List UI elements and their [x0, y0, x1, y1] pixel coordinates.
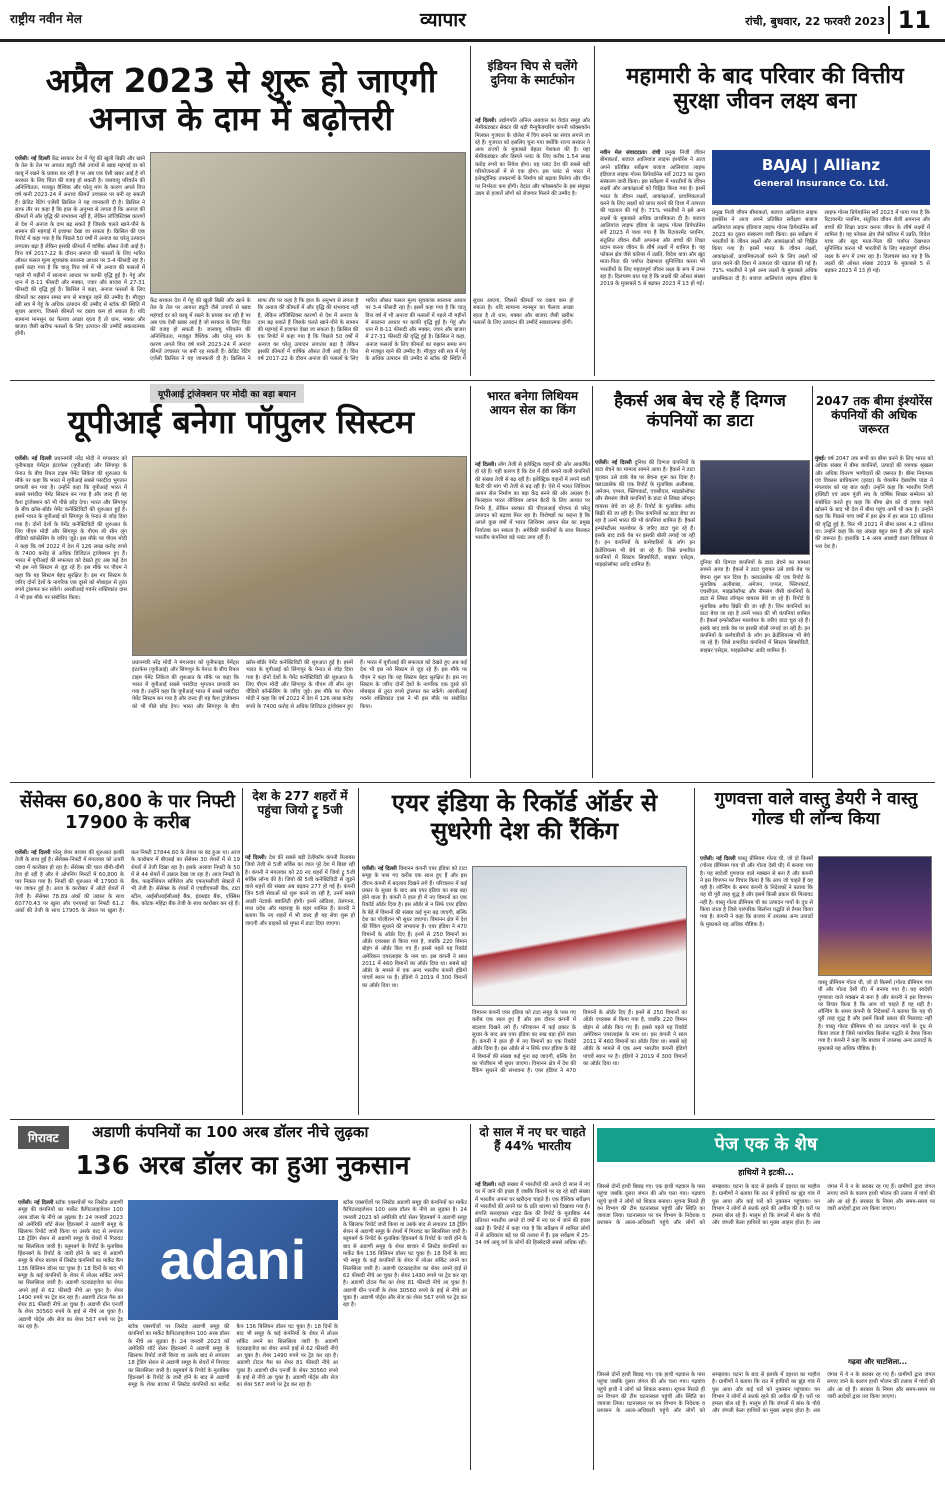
upi-photo: [132, 456, 467, 656]
airindia-body-1: एजेंसी। नई दिल्ली विमानन कंपनी एयर इंडिया को टाटा समूह के पास गए करीब एक साल हुए हैं और इस दौरान कंपनी में बदलाव दिखने लगे हैं। परिचालन में कई प्रकार के सुधार के बाद अब एयर इंडिया का रुख बड़ा होने वाला है। कंपनी ने हाल ही में नए विमानों का एक रिकॉर्ड ऑर्डर दिया है। इस ऑर्डर से न सिर्फ एयर इंडिया के बेड़े में विमानों की संख्या कई गुना बढ़ जाएगी, बल्कि देश का पोजीशन भी सुधर जाएगा। विमानन क्षेत्र में देश की रैंकिंग सुधरने की संभावना है। एयर इंडिया ने 470 विमानों के ऑर्डर दिए हैं। इनमें से 250 विमानों का ऑर्डर एयरबस से किया गया है, जबकि 220 विमान बोइंग से ऑर्डर किए गए हैं। इससे पहले यह रिकॉर्ड अमेरिकन एयरलाइंस के नाम था। इस कंपनी ने साल 2011 में 460 विमानों का ऑर्डर दिया था। सबसे बड़े ऑर्डर के मामले में एक अन्य भारतीय कंपनी इंडिगो पांचवें स्थान पर है। इंडिगो ने 2019 में 300 विमानों का ऑर्डर दिया था।: [362, 866, 467, 989]
issue-date: रांची, बुधवार, 22 फरवरी 2023: [745, 15, 885, 28]
airindia-body-2: विमानन कंपनी एयर इंडिया को टाटा समूह के पास गए करीब एक साल हुए हैं और इस दौरान कंपनी में बदलाव दिखने लगे हैं। परिचालन में कई प्रकार के सुधार के बाद अब एयर इंडिया का रुख बड़ा होने वाला है। कंपनी ने हाल ही में नए विमानों का एक रिकॉर्ड ऑर्डर दिया है। इस ऑर्डर से न सिर्फ एयर इंडिया के बेड़े में विमानों की संख्या कई गुना बढ़ जाएगी, बल्कि देश का पोजीशन भी सुधर जाएगा। विमानन क्षेत्र में देश की रैंकिंग सुधरने की संभावना है। एयर इंडिया ने 470 विमानों के ऑर्डर दिए हैं। इनमें से 250 विमानों का ऑर्डर एयरबस से किया गया है, जबकि 220 विमान बोइंग से ऑर्डर किए गए हैं। इससे पहले यह रिकॉर्ड अमेरिकन एयरलाइंस के नाम था। इस कंपनी ने साल 2011 में 460 विमानों का ऑर्डर दिया था। सबसे बड़े ऑर्डर के मामले में एक अन्य भारतीय कंपनी इंडिगो पांचवें स्थान पर है। इंडिगो ने 2019 में 300 विमानों का ऑर्डर दिया था।: [472, 1010, 687, 1075]
dairy-body-2: वास्तु प्रीमियम गोल्ड घी, जो दो किस्मों (गोल्ड प्रीमियम गाय घी और गोल्ड देसी घी) में बनाया गया है। यह स्वदेशी गुणवत्ता वाले मक्खन से बना है और कंपनी ने इस विपणन पर विचार किया है कि आप जो चाहते हैं वह यही है। लॉन्चिंग के समय कंपनी के निदेशकों ने बताया कि यह घी पूरी तरह शुद्ध है और इसमें किसी प्रकार की मिलावट नहीं है। वास्तु गोल्ड प्रीमियम घी का उत्पादन गायों के दूध से किया जाता है जिसे पारंपरिक बिलोना पद्धति से तैयार किया गया है। कंपनी ने कहा कि बाजार में उपलब्ध अन्य उत्पादों के मुकाबले यह अधिक पौष्टिक है।: [818, 980, 932, 1052]
grain-dateline: एजेंसी। नई दिल्ली: [15, 156, 50, 162]
elephant-body: जिससे दोनों हाथी बिछड़ गए। एक हाथी गढ़वाल के पास पहुंचा जबकि दूसरा जंगल की ओर चला गया। गढ़वांच पहुंचे हाथी ने लोगों को शिकार बनाया। सूचना मिलते ही वन विभाग की टीम घटनास्थल पहुंची और स्थिति का जायजा लिया। घटनास्थल पर वन विभाग के निदेशक व प्रशासन के आला-अधिकारी पहुंचे और लोगों को समझाया। घटना के बाद से इलाके में दहशत का माहौल है। ग्रामीणों ने बताया कि रात में हाथियों का झुंड गांव में घुस आया और कई घरों को नुकसान पहुंचाया। वन विभाग ने लोगों से सतर्क रहने की अपील की है। घरों पर हमला बोल रहे हैं। मालूम हो कि जंगलों में बांस के पौधे और जंगली केला हाथियों का मुख्य आहार होता है। अब जंगल में ये न के बराबर रह गए हैं। ग्रामीणों द्वारा जंगल लगाए जाने के कारण हाथी भोजन की तलाश में गांवों की ओर आ रहे हैं। सरकार के नियम और समय-समय पर जारी आदेशों द्वारा तय किया जाएगा।: [597, 1184, 935, 1227]
bajaj-headline: महामारी के बाद परिवार की वित्तीय सुरक्षा जीवन लक्ष्य बना: [626, 64, 904, 115]
adani-body-1: एजेंसी। नई दिल्ली स्टॉक एक्सचेंजों पर लिस्टेड अडाणी समूह की कंपनियों का मार्केट कैपिटलाइजेशन 100 अरब डॉलर के नीचे आ लुढ़का है। 24 जनवरी 2023 को अमेरिकी शॉर्ट सेलर हिंडनबर्ग ने अडाणी समूह के खिलाफ रिपोर्ट जारी किया था उसके बाद से लगातार 18 ट्रेडिंग सेशन से अडाणी समूह के शेयरों में गिरावट का सिलसिला जारी है। ब्लूमबर्ग के रिपोर्ट के मुताबिक हिंडनबर्ग के रिपोर्ट के जारी होने के बाद से अडाणी समूह के शेयर बाजार में लिस्टेड कंपनियों का मार्केट कैप 136 बिलियन डॉलर घट चुका है। 18 दिनों के बाद भी समूह के कई कंपनियों के शेयर में लोअर सर्किट लगने का सिलसिला जारी है। अडाणी एंटरप्राइजेज का शेयर अपने हाई से 62 फीसदी नीचे आ चुका है। शेयर 1490 रुपये पर ट्रेड कर रहा है। अडाणी टोटल गैस का शेयर 81 फीसदी नीचे आ चुका है। अडाणी ग्रीन एनर्जी के शेयर 30560 रुपये के हाई से नीचे आ चुका है। अडाणी पोर्ट्स और सेज का शेयर 567 रुपये पर ट्रेड कर रहा है।: [18, 1200, 123, 1331]
dairy-text: वास्तु प्रीमियम गोल्ड घी, जो दो किस्मों (गोल्ड प्रीमियम गाय घी और गोल्ड देसी घी) में बनाया गया है। यह स्वदेशी गुणवत्ता वाले मक्खन से बना है और कंपनी ने इस विपणन पर विचार किया है कि आप जो चाहते हैं वह यही है। लॉन्चिंग के समय कंपनी के निदेशकों ने बताया कि यह घी पूरी तरह शुद्ध है और इसमें किसी प्रकार की मिलावट नहीं है। वास्तु गोल्ड प्रीमियम घी का उत्पादन गायों के दूध से किया जाता है जिसे पारंपरिक बिलोना पद्धति से तैयार किया गया है। कंपनी ने कहा कि बाजार में उपलब्ध अन्य उत्पादों के मुकाबले यह अधिक पौष्टिक है।: [700, 856, 813, 928]
hackers-body-2: दुनिया की दिग्गज कंपनियों के डाटा बेचने का मामला सामने आया है। हैकर्स ने डाटा चुराकर उसे डार्क वेब पर बेचना शुरू कर दिया है। क्लाउडसेक की एक रिपोर्ट के मुताबिक अलीबाबा, अमेजन, एप्पल, फ्लिपकार्ट, एचसीएल, माइक्रोसॉफ्ट और सैमसंग जैसी कंपनियों के डाटा से लिंक्ड लॉगइन वायरस बेचे जा रहे हैं। रिपोर्ट के मुताबिक अवैध बिक्री की जा रही है। जिन कंपनियों का डाटा बेचा जा रहा है उनमें भारत की भी कंपनियां शामिल हैं। हैकर्स इन्फोस्टीलर मालवेयर के जरिए डाटा चुरा रहे हैं। इसके बाद डार्क वेब पर इसकी बोली लगाई जा रही है। इन कंपनियों के कर्मचारियों के लॉग इन क्रेडेंशियल्स भी बेचे जा रहे हैं। जिसे प्रभावित कंपनियों में सिस्टम सिक्योरिटी, साइबर एसेट्स, माइक्रोसॉफ्ट आदि शामिल हैं।: [700, 560, 810, 654]
adani-body-3: स्टॉक एक्सचेंजों पर लिस्टेड अडाणी समूह की कंपनियों का मार्केट कैपिटलाइजेशन 100 अरब डॉलर के नीचे आ लुढ़का है। 24 जनवरी 2023 को अमेरिकी शॉर्ट सेलर हिंडनबर्ग ने अडाणी समूह के खिलाफ रिपोर्ट जारी किया था उसके बाद से लगातार 18 ट्रेडिंग सेशन से अडाणी समूह के शेयरों में गिरावट का सिलसिला जारी है। ब्लूमबर्ग के रिपोर्ट के मुताबिक हिंडनबर्ग के रिपोर्ट के जारी होने के बाद से अडाणी समूह के शेयर बाजार में लिस्टेड कंपनियों का मार्केट कैप 136 बिलियन डॉलर घट चुका है। 18 दिनों के बाद भी समूह के कई कंपनियों के शेयर में लोअर सर्किट लगने का सिलसिला जारी है। अडाणी एंटरप्राइजेज का शेयर अपने हाई से 62 फीसदी नीचे आ चुका है। शेयर 1490 रुपये पर ट्रेड कर रहा है। अडाणी टोटल गैस का शेयर 81 फीसदी नीचे आ चुका है। अडाणी ग्रीन एनर्जी के शेयर 30560 रुपये के हाई से नीचे आ चुका है। अडाणी पोर्ट्स और सेज का शेयर 567 रुपये पर ट्रेड कर रहा है।: [343, 1200, 467, 1309]
sensex-body: एजेंसी। नई दिल्ली घरेलू शेयर बाजार की शुरुआत हल्की तेजी के साथ हुई है। सेंसेक्स-निफ्टी में मंगलवार को ऊपरी दबाव में कारोबार हो रहा है। सेंसेक्स की चाल धीमी-धीमी तेज हो रही है और ये ओपनिंग मिनटों में 60,800 के पार निकल गया है। निफ्टी की शुरुआत भी 17900 के पार जाकर हुई है। आज के कारोबार में ऑटो शेयरों में तेजी है। सेंसेक्स 78.89 अंकों की उछाल के साथ 60770.43 पर खुला और एनएसई का निफ्टी 61.2 अंकों की तेजी के साथ 17905 के लेवल पर खुला है। कल निफ्टी 17844.60 के लेवल पर बंद हुआ था। आज के कारोबार में बीएसई का सेंसेक्स 30 शेयरों में से 19 शेयरों में तेजी दिखा रहा है। इसके अलावा निफ्टी के 50 में से 44 शेयरों में उछाल देखा जा रहा है। आज निफ्टी के बैंक, फाइनेंशियल सर्विसेज और एफएमसीजी सेक्टरों में भी तेजी है। सेंसेक्स के शेयरों में एचडीएफसी बैंक, टाटा स्टील, आईसीआईसीआई बैंक, इंडसइंड बैंक, एक्सिस बैंक, कोटक महिंद्रा बैंक तेजी के साथ कारोबार कर रहे हैं।: [15, 850, 240, 915]
bajaj-body-2: प्रमुख निजी जीवन बीमाकर्ता, बजाज आलियांज लाइफ इंश्योरेंस ने आज अपने प्रतिष्ठित सर्वेक्षण बजाज आलियांज लाइफ इंडियाज लाइफ गोल्स प्रिपेयर्डनेस सर्वे 2023 का दूसरा संस्करण जारी किया। इस सर्वेक्षण में भारतीयों के जीवन लक्ष्यों और आकांक्षाओं को चिह्नित किया गया है। इसमें भारत के जीवन लक्ष्यों, आकांक्षाओं, प्राथमिकताओं करने के लिए लक्ष्यों को प्राप्त करने की दिशा में तत्परता की पड़ताल की गई है। 71% भारतीयों ने इसे अन्य लक्ष्यों के मुकाबले अधिक प्राथमिकता दी है। बजाज आलियांज लाइफ इंडिया के लाइफ गोल्स प्रिपेयर्डनेस सर्वे 2023 में पाया गया है कि रिटायरमेंट प्लानिंग, संतुलित जीवन शैली अपनाना और बच्चों की शिक्षा प्रदान करना जीवन के शीर्ष लक्ष्यों में शामिल है। यह फोकस क्षेत्र जैसे करियर में उन्नति, विदेश यात्रा और खुद माता-पिता की पर्याप्त देखभाल सुनिश्चित करना भी भारतीयों के लिए महत्वपूर्ण जीवन लक्ष्य के रूप में उभर रहा है। दिलचस्प बात यह है कि लक्ष्यों की ओसत संख्या 2019 के मुकाबले 5 से बढ़कर 2023 में 13 हो गई।: [712, 210, 930, 282]
dairy-photo: [818, 856, 932, 976]
hackers-headline: हैकर्स अब बेच रहे हैं दिग्गज कंपनियों का डाटा: [614, 391, 786, 431]
lithium-headline: भारत बनेगा लिथियम आयन सेल का किंग: [486, 389, 579, 417]
houses-body: नई दिल्ली। बढ़ी संख्या में भारतीयों की अगले दो साल में नए घर में जाने की इच्छा है जबकि किराये पर रह रहे बड़ी संख्या में भारतीय अपना घर खरीदना चाहते हैं। एक वैश्विक सर्वेक्षण में भारतीयों की अपने घर के प्रति धारणा को दिखाया गया है। संपत्ति सलाहकार नाइट फ्रैंक की रिपोर्ट के मुताबिक 44 प्रतिशत भारतीय अगले दो वर्षों में नए घर में जाने की इच्छा रखते हैं। रिपोर्ट में कहा गया है कि सर्वेक्षण में शामिल लोगों में से अधिकांश बड़े घर की तलाश में हैं। इस सर्वेक्षण में 25-34 वर्ष आयु वर्ग के लोगों की हिस्सेदारी सबसे अधिक रही।: [475, 1182, 590, 1247]
adani-tag: गिरावट: [18, 1126, 69, 1149]
lithium-body: नई दिल्ली। लोग तेजी से इलेक्ट्रिक वाहनों की ओर आकर्षित हो रहे हैं। यही कारण है कि देश में ईवी बनाने वाली कंपनियों की संख्या तेजी से बढ़ रही है। इलेक्ट्रिक वाहनों में लगने वाली बैटरी की मांग भी तेजी से बढ़ रही है। ऐसे में भारत लिथियम आयन सेल निर्माण का बड़ा केंद्र बनने की ओर अग्रसर है। फिलहाल भारत लीथियम आयन बैटरी के लिए आयात पर निर्भर है, लेकिन सरकार की पीएलआई योजना से घरेलू उत्पादन को बढ़ावा मिल रहा है। विशेषज्ञों का कहना है कि अगले कुछ वर्षों में भारत लिथियम आयन सेल का प्रमुख निर्यातक बन सकता है। अमेरिकी कंपनियों के साथ मिलकर भारतीय कंपनियां बड़े प्लांट लगा रही हैं।: [475, 462, 590, 541]
hackers-photo: [700, 460, 810, 555]
airindia-photo: [472, 866, 687, 1006]
hackers-body-1: एजेंसी। नई दिल्ली दुनिया की दिग्गज कंपनियों के डाटा बेचने का मामला सामने आया है। हैकर्स ने डाटा चुराकर उसे डार्क वेब पर बेचना शुरू कर दिया है। क्लाउडसेक की एक रिपोर्ट के मुताबिक अलीबाबा, अमेजन, एप्पल, फ्लिपकार्ट, एचसीएल, माइक्रोसॉफ्ट और सैमसंग जैसी कंपनियों के डाटा से लिंक्ड लॉगइन वायरस बेचे जा रहे हैं। रिपोर्ट के मुताबिक अवैध बिक्री की जा रही है। जिन कंपनियों का डाटा बेचा जा रहा है उनमें भारत की भी कंपनियां शामिल हैं। हैकर्स इन्फोस्टीलर मालवेयर के जरिए डाटा चुरा रहे हैं। इसके बाद डार्क वेब पर इसकी बोली लगाई जा रही है। इन कंपनियों के कर्मचारियों के लॉग इन क्रेडेंशियल्स भी बेचे जा रहे हैं। जिसे प्रभावित कंपनियों में सिस्टम सिक्योरिटी, साइबर एसेट्स, माइक्रोसॉफ्ट आदि शामिल हैं।: [595, 460, 696, 569]
grain-body-2: केंद्र सरकार देश में गेहूं की खुली बिक्री और खाने के तेल के तेल पर आयात ड्यूटी जैसे उपायों से खाद्य महंगाई दर को काबू में रखने के प्रयास कर रही है पर अब एक ऐसी खबर आई है जो सरकार के लिए चिंता की वजह हो सकती है। जलवायु परिवर्तन की अनिश्चितता, मजबूत वैश्विक और घरेलू मांग के कारण अगले वित्त वर्ष यानी 2023-24 में अनाज कीमतें उच्चस्तर पर बनी रह सकती हैं। क्रेडिट रेटिंग एजेंसी क्रिसिल ने यह जानकारी दी है। क्रिसिल ने साफ तौर पर कहा है कि हाल के अनुभव से लगता है कि अनाज की कीमतों में और वृद्धि की संभावना नहीं है, लेकिन लॉजिस्टिक्स कारणों से देश में अनाज के दाम बढ़ सकते हैं जिसके चलते खाने-पीने के सामान की महंगाई में इजाफा देखा जा सकता है। क्रिसिल की एक रिपोर्ट में कहा गया है कि पिछले 50 वर्षों में अनाज का घरेलू उत्पादन लगातार बढ़ा है लेकिन इसकी कीमतों में वार्षिक औसत तेजी आई है। वित्त वर्ष 2017-22 के दौरान अनाज की फसलों के लिए भारित औसत फसल मूल्य सूचकांक सालाना आधार पर 3-4 फीसदी रहा है। इसमें कहा गया है कि चालू वित्त वर्ष में भी अनाज की फसलों में पहले नौ महीनों में सालाना आधार पर काफी वृद्धि हुई है। गेहूं और धान में 8-11 फीसदी और मक्का, ज्वार और बाजरा में 27-31 फीसदी की वृद्धि हुई है। क्रिसिल ने कहा, अनाज फसलों के लिए कीमतों का रुझान समग्र रूप से मजबूत रहने की उम्मीद है। मौजूदा रबी सत्र में गेहूं के अधिक उत्पादन की उम्मीद से स्टॉक की स्थिति में सुधार आएगा, जिससे कीमतों पर दबाव कम हो सकता है। यदि सामान्य मानसून का फैलाव अच्छा रहता है तो धान, मक्का और बाजरा जैसी खरीफ फसलों के लिए उत्पादन की उम्मीदें सकारात्मक होंगी।: [150, 298, 574, 363]
upi-kicker: यूपीआई ट्रांजेक्शन पर मोदी का बड़ा बयान: [150, 384, 304, 403]
adani-body-2: स्टॉक एक्सचेंजों पर लिस्टेड अडाणी समूह की कंपनियों का मार्केट कैपिटलाइजेशन 100 अरब डॉलर के नीचे आ लुढ़का है। 24 जनवरी 2023 को अमेरिकी शॉर्ट सेलर हिंडनबर्ग ने अडाणी समूह के खिलाफ रिपोर्ट जारी किया था उसके बाद से लगातार 18 ट्रेडिंग सेशन से अडाणी समूह के शेयरों में गिरावट का सिलसिला जारी है। ब्लूमबर्ग के रिपोर्ट के मुताबिक हिंडनबर्ग के रिपोर्ट के जारी होने के बाद से अडाणी समूह के शेयर बाजार में लिस्टेड कंपनियों का मार्केट कैप 136 बिलियन डॉलर घट चुका है। 18 दिनों के बाद भी समूह के कई कंपनियों के शेयर में लोअर सर्किट लगने का सिलसिला जारी है। अडाणी एंटरप्राइजेज का शेयर अपने हाई से 62 फीसदी नीचे आ चुका है। शेयर 1490 रुपये पर ट्रेड कर रहा है। अडाणी टोटल गैस का शेयर 81 फीसदी नीचे आ चुका है। अडाणी ग्रीन एनर्जी के शेयर 30560 रुपये के हाई से नीचे आ चुका है। अडाणी पोर्ट्स और सेज का शेयर 567 रुपये पर ट्रेड कर रहा है।: [128, 1324, 338, 1389]
adani-logo-photo: adani: [128, 1200, 338, 1320]
insurance-headline: 2047 तक बीमा इंश्योरेंस कंपनियों की अधिक जरूरत: [815, 394, 933, 436]
insurance-body: मुंबई। वर्ष 2047 तक सभी का बीमा करने के लिए भारत को अधिक संख्या में बीमा कंपनियों, उत्पादों की व्यापक श्रृंखला और अधिक वितरण भागीदारों की जरूरत है। बीमा नियामक एवं विकास प्राधिकरण (इरडा) के चेयरमैन देबाशीष पांडा ने मंगलवार को यह बात कही। उन्होंने कहा कि भारतीय निजी इक्विटी एवं उद्यम पूंजी संघ के वार्षिक शिखर सम्मेलन को संबोधित करते हुए कहा कि बीमा क्षेत्र को दो दशक पहले खोलने के बाद भी देश में बीमा पहुंच अभी भी कम है। उन्होंने कहा कि पिछले पांच वर्षों में इस क्षेत्र में हर साल 10 प्रतिशत की वृद्धि हुई है, फिर भी 2021 में बीमा प्रसार 4.2 प्रतिशत था। उन्होंने कहा कि यह अंकड़ा बहुत कम है और इसे बढ़ाने की जरूरत है। हालांकि 1.4 अरब आबादी वाला विविधता से भरा देश है।: [815, 456, 933, 550]
continued-bar: पेज एक के शेष: [597, 1128, 935, 1162]
grain-body-1: [15, 156, 145, 368]
elephant-headline: हाथियों ने इटकी...: [738, 1168, 794, 1177]
houses-headline: दो साल में नए घर चाहते हैं 44% भारतीय: [479, 1125, 586, 1153]
bajaj-allianz-logo: BAJAJ | Allianz General Insurance Co. Ltd.: [712, 150, 930, 205]
grain-headline: अप्रैल 2023 से शुरू हो जाएगी अनाज के दाम में बढ़ोत्तरी: [45, 61, 437, 138]
upi-text: प्रधानमंत्री नरेंद्र मोदी ने मंगलवार को यूनीफाइड पेमेंट्स इंटरफेस (यूपीआई) और सिंगापुर के पेनाउ के बीच रियल टाइम पेमेंट लिंकेज की शुरुआत के मौके पर कहा कि भारत में यूपीआई सबसे पसंदीदा भुगतान प्रणाली बन गया है। उन्होंने कहा कि यूपीआई भारत में सबसे पसंदीदा पेमेंट सिस्टम बन गया है और जल्द ही यह कैश ट्रांजेक्शन को भी पीछे छोड़ देगा। भारत और सिंगापुर के बीच क्रॉस-बॉर्डर पेमेंट कनेक्टिविटी की शुरुआत हुई है। इसमें भारत के यूपीआई को सिंगापुर के पेनाउ से जोड़ दिया गया है। दोनों देशों के पेमेंट कनेक्टिविटी की शुरुआत के लिए पीएम मोदी और सिंगापुर के पीएम ली सीन लूंग वीडियो कॉन्फ्रेंसिंग के जरिए जुड़े। इस मौके पर पीएम मोदी ने कहा कि वर्ष 2022 में देश में 126 लाख करोड़ रुपये के 7400 करोड़ से अधिक डिजिटल ट्रांजेक्शन हुए हैं। भारत में यूपीआई की सफलता को देखते हुए अब कई देश भी इस नये सिस्टम से जुड़ रहे हैं। इस मौके पर पीएम ने कहा कि यह सिस्टम बेहद सुरक्षित है। इस नए सिस्टम के जरिए दोनों देशों के नागरिक एक दूसरे को मोबाइल से तुरंत रुपये ट्रांसफर कर सकेंगे। आरबीआई गवर्नर शक्तिकांत दास ने भी इस मौके पर संबोधित किया।: [15, 456, 127, 601]
airindia-text: विमानन कंपनी एयर इंडिया को टाटा समूह के पास गए करीब एक साल हुए हैं और इस दौरान कंपनी में बदलाव दिखने लगे हैं। परिचालन में कई प्रकार के सुधार के बाद अब एयर इंडिया का रुख बड़ा होने वाला है। कंपनी ने हाल ही में नए विमानों का एक रिकॉर्ड ऑर्डर दिया है। इस ऑर्डर से न सिर्फ एयर इंडिया के बेड़े में विमानों की संख्या कई गुना बढ़ जाएगी, बल्कि देश का पोजीशन भी सुधर जाएगा। विमानन क्षेत्र में देश की रैंकिंग सुधरने की संभावना है। एयर इंडिया ने 470 विमानों के ऑर्डर दिए हैं। इनमें से 250 विमानों का ऑर्डर एयरबस से किया गया है, जबकि 220 विमान बोइंग से ऑर्डर किए गए हैं। इससे पहले यह रिकॉर्ड अमेरिकन एयरलाइंस के नाम था। इस कंपनी ने साल 2011 में 460 विमानों का ऑर्डर दिया था। सबसे बड़े ऑर्डर के मामले में एक अन्य भारतीय कंपनी इंडिगो पांचवें स्थान पर है। इंडिगो ने 2019 में 300 विमानों का ऑर्डर दिया था।: [362, 866, 467, 989]
adani-text: स्टॉक एक्सचेंजों पर लिस्टेड अडाणी समूह की कंपनियों का मार्केट कैपिटलाइजेशन 100 अरब डॉलर के नीचे आ लुढ़का है। 24 जनवरी 2023 को अमेरिकी शॉर्ट सेलर हिंडनबर्ग ने अडाणी समूह के खिलाफ रिपोर्ट जारी किया था उसके बाद से लगातार 18 ट्रेडिंग सेशन से अडाणी समूह के शेयरों में गिरावट का सिलसिला जारी है। ब्लूमबर्ग के रिपोर्ट के मुताबिक हिंडनबर्ग के रिपोर्ट के जारी होने के बाद से अडाणी समूह के शेयर बाजार में लिस्टेड कंपनियों का मार्केट कैप 136 बिलियन डॉलर घट चुका है। 18 दिनों के बाद भी समूह के कई कंपनियों के शेयर में लोअर सर्किट लगने का सिलसिला जारी है। अडाणी एंटरप्राइजेज का शेयर अपने हाई से 62 फीसदी नीचे आ चुका है। शेयर 1490 रुपये पर ट्रेड कर रहा है। अडाणी टोटल गैस का शेयर 81 फीसदी नीचे आ चुका है। अडाणी ग्रीन एनर्जी के शेयर 30560 रुपये के हाई से नीचे आ चुका है। अडाणी पोर्ट्स और सेज का शेयर 567 रुपये पर ट्रेड कर रहा है।: [18, 1200, 123, 1331]
section-title: व्यापार: [420, 9, 466, 31]
grain-text: केंद्र सरकार देश में गेहूं की खुली बिक्री और खाने के तेल के तेल पर आयात ड्यूटी जैसे उपायों से खाद्य महंगाई दर को काबू में रखने के प्रयास कर रही है पर अब एक ऐसी खबर आई है जो सरकार के लिए चिंता की वजह हो सकती है। जलवायु परिवर्तन की अनिश्चितता, मजबूत वैश्विक और घरेलू मांग के कारण अगले वित्त वर्ष यानी 2023-24 में अनाज कीमतें उच्चस्तर पर बनी रह सकती हैं। क्रेडिट रेटिंग एजेंसी क्रिसिल ने यह जानकारी दी है। क्रिसिल ने साफ तौर पर कहा है कि हाल के अनुभव से लगता है कि अनाज की कीमतों में और वृद्धि की संभावना नहीं है, लेकिन लॉजिस्टिक्स कारणों से देश में अनाज के दाम बढ़ सकते हैं जिसके चलते खाने-पीने के सामान की महंगाई में इजाफा देखा जा सकता है। क्रिसिल की एक रिपोर्ट में कहा गया है कि पिछले 50 वर्षों में अनाज का घरेलू उत्पादन लगातार बढ़ा है लेकिन इसकी कीमतों में वार्षिक औसत तेजी आई है। वित्त वर्ष 2017-22 के दौरान अनाज की फसलों के लिए भारित औसत फसल मूल्य सूचकांक सालाना आधार पर 3-4 फीसदी रहा है। इसमें कहा गया है कि चालू वित्त वर्ष में भी अनाज की फसलों में पहले नौ महीनों में सालाना आधार पर काफी वृद्धि हुई है। गेहूं और धान में 8-11 फीसदी और मक्का, ज्वार और बाजरा में 27-31 फीसदी की वृद्धि हुई है। क्रिसिल ने कहा, अनाज फसलों के लिए कीमतों का रुझान समग्र रूप से मजबूत रहने की उम्मीद है। मौजूदा रबी सत्र में गेहूं के अधिक उत्पादन की उम्मीद से स्टॉक की स्थिति में सुधार आएगा, जिससे कीमतों पर दबाव कम हो सकता है। यदि सामान्य मानसून का फैलाव अच्छा रहता है तो धान, मक्का और बाजरा जैसी खरीफ फसलों के लिए उत्पादन की उम्मीदें सकारात्मक होंगी।: [15, 156, 146, 338]
paper-name: राष्ट्रीय नवीन मेल: [10, 12, 82, 26]
adani-kicker: अडाणी कंपनियों का 100 अरब डॉलर नीचे लुढ़का: [92, 1123, 369, 1141]
jio5g-body: नई दिल्ली। देश की सबसे बड़ी टेलीकॉम कंपनी रिलायंस जियो तेजी से 5जी सर्विस का जाल पूरे देश में बिछा रही है। कंपनी ने मंगलवार को 20 नए शहरों में जियो ट्रू 5जी सर्विस लॉन्च की है। जियो की 5जी कनेक्टिविटी से जुड़ने वाले शहरों की संख्या अब बढ़कर 277 हो गई है। कंपनी जिन 5जी सेवाओं को शुरू करने जा रही है, उनमें सबसे अच्छी नेटवर्क क्वालिटी होगी। इनमें ओडिशा, तेलंगाना, मध्य प्रदेश और महाराष्ट्र के शहर शामिल हैं। कंपनी ने बताया कि नए शहरों में भी जल्द ही यह सेवा शुरू हो जाएगी और ग्राहकों को मुफ्त में डाटा दिया जाएगा।: [245, 855, 355, 927]
grain-photo: [150, 152, 466, 294]
ghatshila-headline: गढ़वा और घाटशिला...: [847, 1358, 908, 1366]
bajaj-text: प्रमुख निजी जीवन बीमाकर्ता, बजाज आलियांज लाइफ इंश्योरेंस ने आज अपने प्रतिष्ठित सर्वेक्षण बजाज आलियांज लाइफ इंडियाज लाइफ गोल्स प्रिपेयर्डनेस सर्वे 2023 का दूसरा संस्करण जारी किया। इस सर्वेक्षण में भारतीयों के जीवन लक्ष्यों और आकांक्षाओं को चिह्नित किया गया है। इसमें भारत के जीवन लक्ष्यों, आकांक्षाओं, प्राथमिकताओं करने के लिए लक्ष्यों को प्राप्त करने की दिशा में तत्परता की पड़ताल की गई है। 71% भारतीयों ने इसे अन्य लक्ष्यों के मुकाबले अधिक प्राथमिकता दी है। बजाज आलियांज लाइफ इंडिया के लाइफ गोल्स प्रिपेयर्डनेस सर्वे 2023 में पाया गया है कि रिटायरमेंट प्लानिंग, संतुलित जीवन शैली अपनाना और बच्चों की शिक्षा प्रदान करना जीवन के शीर्ष लक्ष्यों में शामिल है। यह फोकस क्षेत्र जैसे करियर में उन्नति, विदेश यात्रा और खुद माता-पिता की पर्याप्त देखभाल सुनिश्चित करना भी भारतीयों के लिए महत्वपूर्ण जीवन लक्ष्य के रूप में उभर रहा है। दिलचस्प बात यह है कि लक्ष्यों की ओसत संख्या 2019 के मुकाबले 5 से बढ़कर 2023 में 13 हो गई।: [600, 150, 706, 288]
adani-headline: 136 अरब डॉलर का हुआ नुकसान: [75, 1151, 410, 1181]
elephant-body-2: जिससे दोनों हाथी बिछड़ गए। एक हाथी गढ़वाल के पास पहुंचा जबकि दूसरा जंगल की ओर चला गया। गढ़वांच पहुंचे हाथी ने लोगों को शिकार बनाया। सूचना मिलते ही वन विभाग की टीम घटनास्थल पहुंची और स्थिति का जायजा लिया। घटनास्थल पर वन विभाग के निदेशक व प्रशासन के आला-अधिकारी पहुंचे और लोगों को समझाया। घटना के बाद से इलाके में दहशत का माहौल है। ग्रामीणों ने बताया कि रात में हाथियों का झुंड गांव में घुस आया और कई घरों को नुकसान पहुंचाया। वन विभाग ने लोगों से सतर्क रहने की अपील की है। घरों पर हमला बोल रहे हैं। मालूम हो कि जंगलों में बांस के पौधे और जंगली केला हाथियों का मुख्य आहार होता है। अब जंगल में ये न के बराबर रह गए हैं। ग्रामीणों द्वारा जंगल लगाए जाने के कारण हाथी भोजन की तलाश में गांवों की ओर आ रहे हैं। सरकार के नियम और समय-समय पर जारी आदेशों द्वारा तय किया जाएगा।: [597, 1372, 935, 1415]
chip-headline: इंडियन चिप से चलेंगे दुनिया के स्मार्टफोन: [487, 59, 578, 87]
page-number: 11: [888, 6, 931, 34]
upi-body-2: प्रधानमंत्री नरेंद्र मोदी ने मंगलवार को यूनीफाइड पेमेंट्स इंटरफेस (यूपीआई) और सिंगापुर के पेनाउ के बीच रियल टाइम पेमेंट लिंकेज की शुरुआत के मौके पर कहा कि भारत में यूपीआई सबसे पसंदीदा भुगतान प्रणाली बन गया है। उन्होंने कहा कि यूपीआई भारत में सबसे पसंदीदा पेमेंट सिस्टम बन गया है और जल्द ही यह कैश ट्रांजेक्शन को भी पीछे छोड़ देगा। भारत और सिंगापुर के बीच क्रॉस-बॉर्डर पेमेंट कनेक्टिविटी की शुरुआत हुई है। इसमें भारत के यूपीआई को सिंगापुर के पेनाउ से जोड़ दिया गया है। दोनों देशों के पेमेंट कनेक्टिविटी की शुरुआत के लिए पीएम मोदी और सिंगापुर के पीएम ली सीन लूंग वीडियो कॉन्फ्रेंसिंग के जरिए जुड़े। इस मौके पर पीएम मोदी ने कहा कि वर्ष 2022 में देश में 126 लाख करोड़ रुपये के 7400 करोड़ से अधिक डिजिटल ट्रांजेक्शन हुए हैं। भारत में यूपीआई की सफलता को देखते हुए अब कई देश भी इस नये सिस्टम से जुड़ रहे हैं। इस मौके पर पीएम ने कहा कि यह सिस्टम बेहद सुरक्षित है। इस नए सिस्टम के जरिए दोनों देशों के नागरिक एक दूसरे को मोबाइल से तुरंत रुपये ट्रांसफर कर सकेंगे। आरबीआई गवर्नर शक्तिकांत दास ने भी इस मौके पर संबोधित किया।: [132, 660, 467, 710]
dairy-headline: गुणवत्ता वाले वास्तु डेयरी ने वास्तु गोल्ड घी लॉन्च किया: [714, 789, 918, 829]
jio5g-headline: देश के 277 शहरों में पहुंचा जियो ट्रू 5जी: [252, 789, 348, 817]
upi-headline: यूपीआई बनेगा पॉपुलर सिस्टम: [67, 403, 415, 441]
sensex-headline: सेंसेक्स 60,800 के पार निफ्टी 17900 के करीब: [19, 791, 236, 833]
masthead: [0, 0, 945, 42]
airindia-headline: एयर इंडिया के रिकॉर्ड ऑर्डर से सुधरेगी देश की रैंकिंग: [391, 789, 658, 845]
chip-body: नई दिल्ली। उद्योगपति अनिल अग्रवाल का वेदांत समूह और सेमीकंडक्टर सेक्टर की बड़ी मैन्युफैक्चरिंग कंपनी फॉक्सकॉन मिलकर गुजरात के धोलेरा में चिप बनाने का संयंत्र लगाने जा रहे हैं। गुजरात को इसलिए चुना गया क्योंकि राज्य सरकार ने अन्य राज्यों के मुकाबले बेहतर पेशकश की है। यहां सेमीकंडक्टर और डिस्प्ले प्लांट के लिए करीब 1.54 लाख करोड़ रुपये का निवेश होगा। यह प्लांट देश की सबसे बड़ी परियोजनाओं में से एक होगा। इस प्लांट से भारत में इलेक्ट्रॉनिक उपकरणों के निर्माण को बढ़ावा मिलेगा और चीन पर निर्भरता कम होगी। वेदांत और फॉक्सकॉन के इस संयुक्त उद्यम से हजारों लोगों को रोजगार मिलने की उम्मीद है।: [475, 118, 590, 197]
hackers-text: दुनिया की दिग्गज कंपनियों के डाटा बेचने का मामला सामने आया है। हैकर्स ने डाटा चुराकर उसे डार्क वेब पर बेचना शुरू कर दिया है। क्लाउडसेक की एक रिपोर्ट के मुताबिक अलीबाबा, अमेजन, एप्पल, फ्लिपकार्ट, एचसीएल, माइक्रोसॉफ्ट और सैमसंग जैसी कंपनियों के डाटा से लिंक्ड लॉगइन वायरस बेचे जा रहे हैं। रिपोर्ट के मुताबिक अवैध बिक्री की जा रही है। जिन कंपनियों का डाटा बेचा जा रहा है उनमें भारत की भी कंपनियां शामिल हैं। हैकर्स इन्फोस्टीलर मालवेयर के जरिए डाटा चुरा रहे हैं। इसके बाद डार्क वेब पर इसकी बोली लगाई जा रही है। इन कंपनियों के कर्मचारियों के लॉग इन क्रेडेंशियल्स भी बेचे जा रहे हैं। जिसे प्रभावित कंपनियों में सिस्टम सिक्योरिटी, साइबर एसेट्स, माइक्रोसॉफ्ट आदि शामिल हैं।: [595, 460, 696, 569]
upi-body-1: एजेंसी। नई दिल्ली प्रधानमंत्री नरेंद्र मोदी ने मंगलवार को यूनीफाइड पेमेंट्स इंटरफेस (यूपीआई) और सिंगापुर के पेनाउ के बीच रियल टाइम पेमेंट लिंकेज की शुरुआत के मौके पर कहा कि भारत में यूपीआई सबसे पसंदीदा भुगतान प्रणाली बन गया है। उन्होंने कहा कि यूपीआई भारत में सबसे पसंदीदा पेमेंट सिस्टम बन गया है और जल्द ही यह कैश ट्रांजेक्शन को भी पीछे छोड़ देगा। भारत और सिंगापुर के बीच क्रॉस-बॉर्डर पेमेंट कनेक्टिविटी की शुरुआत हुई है। इसमें भारत के यूपीआई को सिंगापुर के पेनाउ से जोड़ दिया गया है। दोनों देशों के पेमेंट कनेक्टिविटी की शुरुआत के लिए पीएम मोदी और सिंगापुर के पीएम ली सीन लूंग वीडियो कॉन्फ्रेंसिंग के जरिए जुड़े। इस मौके पर पीएम मोदी ने कहा कि वर्ष 2022 में देश में 126 लाख करोड़ रुपये के 7400 करोड़ से अधिक डिजिटल ट्रांजेक्शन हुए हैं। भारत में यूपीआई की सफलता को देखते हुए अब कई देश भी इस नये सिस्टम से जुड़ रहे हैं। इस मौके पर पीएम ने कहा कि यह सिस्टम बेहद सुरक्षित है। इस नए सिस्टम के जरिए दोनों देशों के नागरिक एक दूसरे को मोबाइल से तुरंत रुपये ट्रांसफर कर सकेंगे। आरबीआई गवर्नर शक्तिकांत दास ने भी इस मौके पर संबोधित किया।: [15, 456, 127, 601]
dairy-body-1: एजेंसी। नई दिल्ली वास्तु प्रीमियम गोल्ड घी, जो दो किस्मों (गोल्ड प्रीमियम गाय घी और गोल्ड देसी घी) में बनाया गया है। यह स्वदेशी गुणवत्ता वाले मक्खन से बना है और कंपनी ने इस विपणन पर विचार किया है कि आप जो चाहते हैं वह यही है। लॉन्चिंग के समय कंपनी के निदेशकों ने बताया कि यह घी पूरी तरह शुद्ध है और इसमें किसी प्रकार की मिलावट नहीं है। वास्तु गोल्ड प्रीमियम घी का उत्पादन गायों के दूध से किया जाता है जिसे पारंपरिक बिलोना पद्धति से तैयार किया गया है। कंपनी ने कहा कि बाजार में उपलब्ध अन्य उत्पादों के मुकाबले यह अधिक पौष्टिक है।: [700, 856, 813, 928]
bajaj-body-1: नवीन मेल संवाददाता। रांची प्रमुख निजी जीवन बीमाकर्ता, बजाज आलियांज लाइफ इंश्योरेंस ने आज अपने प्रतिष्ठित सर्वेक्षण बजाज आलियांज लाइफ इंडियाज लाइफ गोल्स प्रिपेयर्डनेस सर्वे 2023 का दूसरा संस्करण जारी किया। इस सर्वेक्षण में भारतीयों के जीवन लक्ष्यों और आकांक्षाओं को चिह्नित किया गया है। इसमें भारत के जीवन लक्ष्यों, आकांक्षाओं, प्राथमिकताओं करने के लिए लक्ष्यों को प्राप्त करने की दिशा में तत्परता की पड़ताल की गई है। 71% भारतीयों ने इसे अन्य लक्ष्यों के मुकाबले अधिक प्राथमिकता दी है। बजाज आलियांज लाइफ इंडिया के लाइफ गोल्स प्रिपेयर्डनेस सर्वे 2023 में पाया गया है कि रिटायरमेंट प्लानिंग, संतुलित जीवन शैली अपनाना और बच्चों की शिक्षा प्रदान करना जीवन के शीर्ष लक्ष्यों में शामिल है। यह फोकस क्षेत्र जैसे करियर में उन्नति, विदेश यात्रा और खुद माता-पिता की पर्याप्त देखभाल सुनिश्चित करना भी भारतीयों के लिए महत्वपूर्ण जीवन लक्ष्य के रूप में उभर रहा है। दिलचस्प बात यह है कि लक्ष्यों की ओसत संख्या 2019 के मुकाबले 5 से बढ़कर 2023 में 13 हो गई।: [600, 150, 706, 288]
